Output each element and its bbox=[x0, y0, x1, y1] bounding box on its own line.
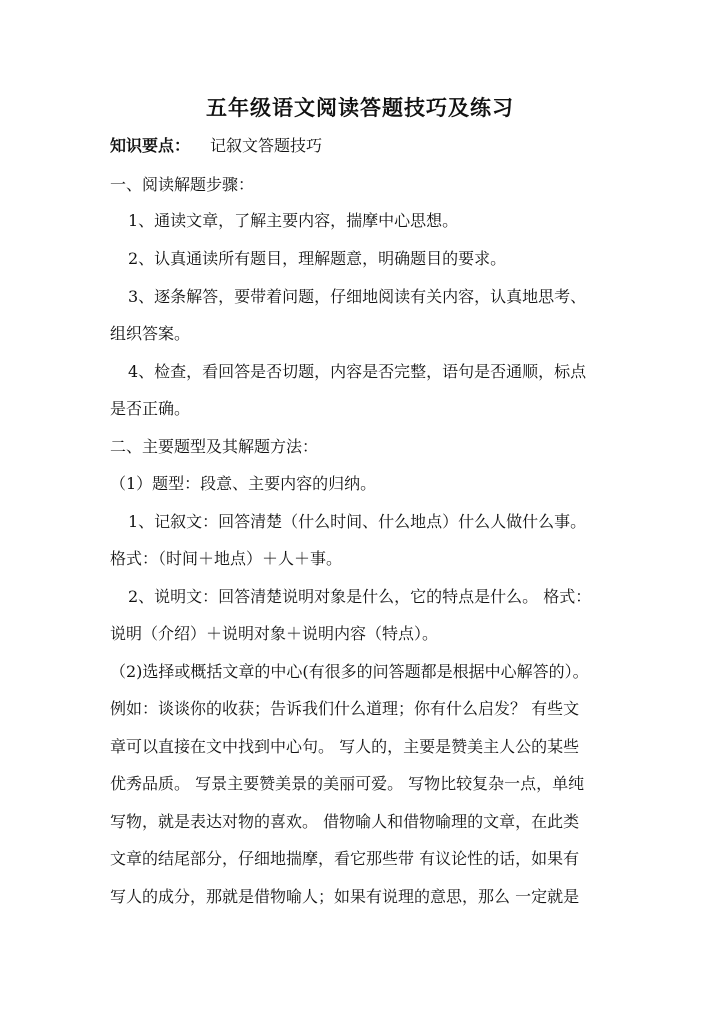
paragraph-line6: 写人的成分，那就是借物喻人；如果有说理的意思，那么 一定就是 bbox=[110, 887, 580, 906]
step-3-line2: 组织答案。 bbox=[110, 324, 191, 343]
paragraph-line5: 文章的结尾部分，仔细地揣摩，看它那些带 有议论性的话，如果有 bbox=[110, 849, 580, 868]
document-title: 五年级语文阅读答题技巧及练习 bbox=[206, 95, 514, 120]
step-4-line2: 是否正确。 bbox=[110, 399, 191, 418]
section2-heading: 二、主要题型及其解题方法： bbox=[110, 437, 319, 456]
narrative-line1: 1、记叙文：回答清楚（什么时间、什么地点）什么人做什么事。 bbox=[128, 512, 587, 531]
step-3-line1: 3、逐条解答，要带着问题，仔细地阅读有关内容，认真地思考、 bbox=[128, 287, 587, 306]
paragraph-line2: 章可以直接在文中找到中心句。 写人的，主要是赞美主人公的某些 bbox=[110, 737, 580, 756]
step-4-line1: 4、检查，看回答是否切题，内容是否完整，语句是否通顺，标点 bbox=[128, 362, 587, 381]
key-points-label: 知识要点： bbox=[110, 136, 191, 155]
narrative-line2: 格式：（时间＋地点）＋人＋事。 bbox=[110, 549, 343, 568]
key-points-value: 记叙文答题技巧 bbox=[210, 136, 323, 155]
type1-heading: （1）题型：段意、主要内容的归纳。 bbox=[110, 474, 377, 493]
expository-line1: 2、说明文：回答清楚说明对象是什么，它的特点是什么。 格式： bbox=[128, 587, 592, 606]
expository-line2: 说明（介绍）＋说明对象＋说明内容（特点）。 bbox=[110, 624, 439, 643]
paragraph-line4: 写物，就是表达对物的喜欢。 借物喻人和借物喻理的文章，在此类 bbox=[110, 812, 580, 831]
paragraph-line3: 优秀品质。 写景主要赞美景的美丽可爱。 写物比较复杂一点，单纯 bbox=[110, 774, 585, 793]
section1-heading: 一、阅读解题步骤： bbox=[110, 175, 255, 194]
type2-heading: （2)选择或概括文章的中心(有很多的问答题都是根据中心解答的）。 bbox=[110, 662, 589, 681]
step-1: 1、通读文章，了解主要内容，揣摩中心思想。 bbox=[128, 211, 459, 230]
key-points-line bbox=[110, 136, 322, 156]
step-2: 2、认真通读所有题目，理解题意，明确题目的要求。 bbox=[128, 249, 507, 268]
paragraph-line1: 例如：谈谈你的收获；告诉我们什么道理；你有什么启发？ 有些文 bbox=[110, 699, 580, 718]
